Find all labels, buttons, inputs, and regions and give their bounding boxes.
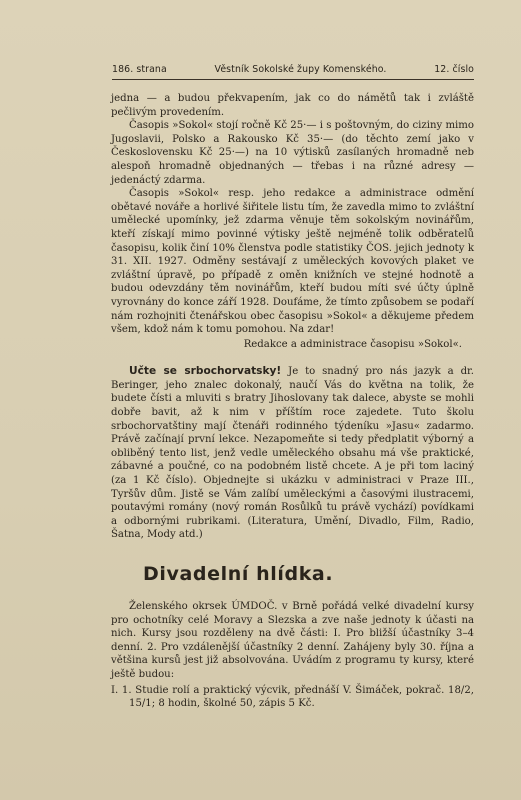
paragraph-continuation: jedna — a budou překvapením, jak co do námětů tak i zvláště pečlivým provedením. bbox=[111, 93, 474, 118]
serbo-croatian-text: Je to snadný pro nás jazyk a dr. Beringer, jeho znalec dokonalý, naučí Vás do května na tolik, že budete čísti a mluviti s bratry Jihoslovany tak dalece, abyste se mohli dobře bavit, až k nim v příštím roce zajedete. Tuto školu srbochorvatštiny mají čtenáři rodinného týdeníku »Jasu« zadarmo. Právě začínají první lekce. Nezapomeňte si tedy předplatit výborný a obliběný tento list, jenž vedle uměleckého obsahu má vše praktické, zábavné a poučné, co na podobném listě chcete. A je při tom laciný (za 1 Kč číslo). Objednejte si ukázku v administraci v Praze III., Tyršův dům. Jistě se Vám zalíbí uměleckými a časovými ilustracemi, poutavými romány (nový román Rosůlků tu právě vychází) povídkami a odbornými rubrikami. (Literatura, Umění, Divadlo, Film, Radio, Šatna, Mody atd.) bbox=[111, 366, 474, 541]
paragraph-rewards: Časopis »Sokol« resp. jeho redakce a administrace odmění obětavé nováře a horlivé šiřitele listu tím, že zavedla mimo to zvláštní umělecké upomínky, jež zdarma věnuje těm sokolským novinářům, kteří získají mimo povinné výtisky ještě nejméně tolik odběratelů časopisu, kolik činí 10% členstva podle statistiky ČOS. jejich jednoty k 31. XII. 1927. Odměny sestávají z uměleckých kovových plaket ve zvláštní úpravě, po případě z oměn knižních ve stejné hodnotě a budou odevzdány těm novinářům, kteří budou míti své účty úplně vyrovnány do konce září 1928. Doufáme, že tímto způsobem se podaří nám rozhojniti čtenářskou obec časopisu »Sokol« a děkujeme předem všem, kdož nám k tomu pomohou. Na zdar! bbox=[111, 188, 474, 336]
editorial-signature: Redakce a administrace časopisu »Sokol«. bbox=[243, 338, 462, 350]
paragraph-price: Časopis »Sokol« stojí ročně Kč 25·— i s poštovným, do ciziny mimo Jugoslavii, Polsko a Rakousko Kč 35·— (do těchto zemí jako v Československu Kč 25·—) na 10 výtisků zasílaných hromadně neb alespoň hromadně objednaných — třebas i na různé adresy — jedenáctý zdarma. bbox=[111, 120, 474, 186]
paragraph-serbo-croatian bbox=[111, 365, 474, 542]
page-number: 186. strana bbox=[112, 64, 167, 75]
running-header bbox=[112, 64, 474, 80]
article-body bbox=[111, 92, 474, 711]
list-item: I. 1. Studie rolí a praktický výcvik, přednáší V. Šimáček, pokrač. 18/2, 15/1; 8 hodin, školné 50, zápis 5 Kč. bbox=[111, 684, 474, 710]
issue-number: 12. číslo bbox=[434, 64, 474, 75]
serbo-croatian-heading: Učte se srbochorvatsky! bbox=[129, 365, 282, 378]
section-title: Divadelní hlídka. bbox=[143, 563, 334, 585]
paragraph-theatre: Želenského okrsek ÚMDOČ. v Brně pořádá velké divadelní kursy pro ochotníky celé Moravy a Slezska a zve naše jednoty k účasti na nich. Kursy jsou rozděleny na dvě části: I. Pro bližší účastníky 3–4 denní. 2. Pro vzdálenější účastníky 2 denní. Zahájeny byly 30. října a většina kursů jest již absolvována. Uvádím z programu ty kursy, které ještě budou: bbox=[111, 601, 474, 680]
journal-title: Věstník Sokolské župy Komenského. bbox=[214, 64, 387, 75]
